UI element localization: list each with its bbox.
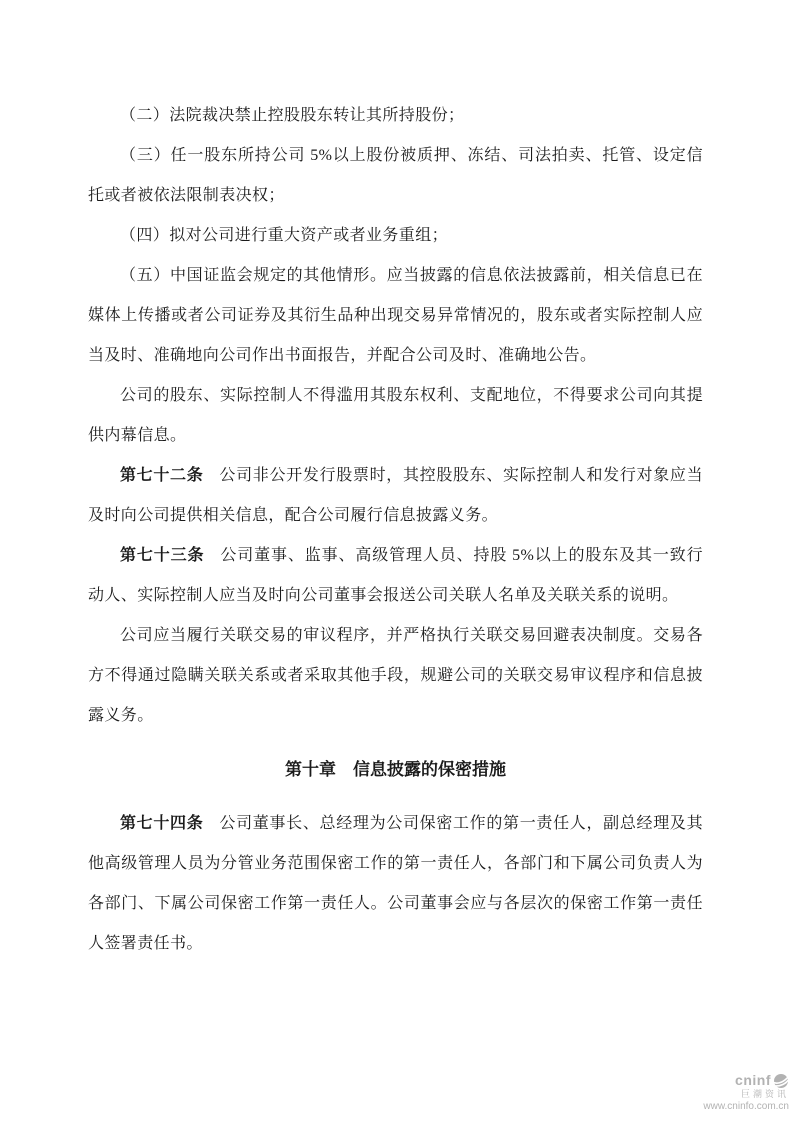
paragraph-text: 公司董事长、总经理为公司保密工作的第一责任人，副总经理及其他高级管理人员为分管业务范围保密工作的第一责任人，各部门和下属公司负责人为各部门、下属公司保密工作第一责任人。公司董事会应与各层次的保密工作第一责任人签署责任书。	[88, 815, 703, 952]
paragraph-article-73	[88, 536, 703, 616]
article-number: 第七十三条	[120, 547, 205, 564]
cninfo-brand-row	[703, 1073, 789, 1089]
paragraph-text: （四）拟对公司进行重大资产或者业务重组；	[120, 227, 449, 244]
cninfo-watermark	[703, 1073, 789, 1112]
article-number: 第七十四条	[120, 815, 204, 832]
paragraph-text: 公司非公开发行股票时，其控股股东、实际控制人和发行对象应当及时向公司提供相关信息，配合公司履行信息披露义务。	[88, 467, 703, 524]
paragraph-item-3	[88, 136, 703, 216]
paragraph-text: 公司的股东、实际控制人不得滥用其股东权利、支配地位，不得要求公司向其提供内幕信息。	[88, 387, 703, 444]
cninfo-brand-cn: 巨潮资讯	[740, 1089, 789, 1100]
paragraph-article-72	[88, 456, 703, 536]
paragraph-text: （二）法院裁决禁止控股股东转让其所持股份；	[120, 107, 465, 124]
chapter-heading	[88, 750, 703, 790]
paragraph-text: （五）中国证监会规定的其他情形。应当披露的信息依法披露前，相关信息已在媒体上传播或者公司证券及其衍生品种出现交易异常情况的，股东或者实际控制人应当及时、准确地向公司作出书面报告，并配合公司及时、准确地公告。	[88, 267, 703, 364]
chapter-title: 信息披露的保密措施	[353, 760, 506, 779]
paragraph-item-2	[88, 96, 703, 136]
paragraph-text: （三）任一股东所持公司 5%以上股份被质押、冻结、司法拍卖、托管、设定信托或者被依法限制表决权；	[88, 147, 703, 204]
paragraph-text: 公司董事、监事、高级管理人员、持股 5%以上的股东及其一致行动人、实际控制人应当及时向公司董事会报送公司关联人名单及关联关系的说明。	[88, 547, 703, 604]
article-number: 第七十二条	[120, 467, 204, 484]
paragraph-shareholder-duty	[88, 376, 703, 456]
paragraph-item-5	[88, 256, 703, 376]
paragraph-related-transactions	[88, 616, 703, 736]
document-body	[88, 96, 703, 964]
paragraph-item-4	[88, 216, 703, 256]
cninfo-globe-icon	[773, 1073, 789, 1089]
paragraph-article-74	[88, 804, 703, 964]
chapter-number: 第十章	[285, 760, 336, 779]
cninfo-url: www.cninfo.com.cn	[703, 1101, 789, 1112]
paragraph-text: 公司应当履行关联交易的审议程序，并严格执行关联交易回避表决制度。交易各方不得通过隐瞒关联关系或者采取其他手段，规避公司的关联交易审议程序和信息披露义务。	[88, 627, 703, 724]
cninfo-logo-text: cninf	[735, 1072, 771, 1089]
